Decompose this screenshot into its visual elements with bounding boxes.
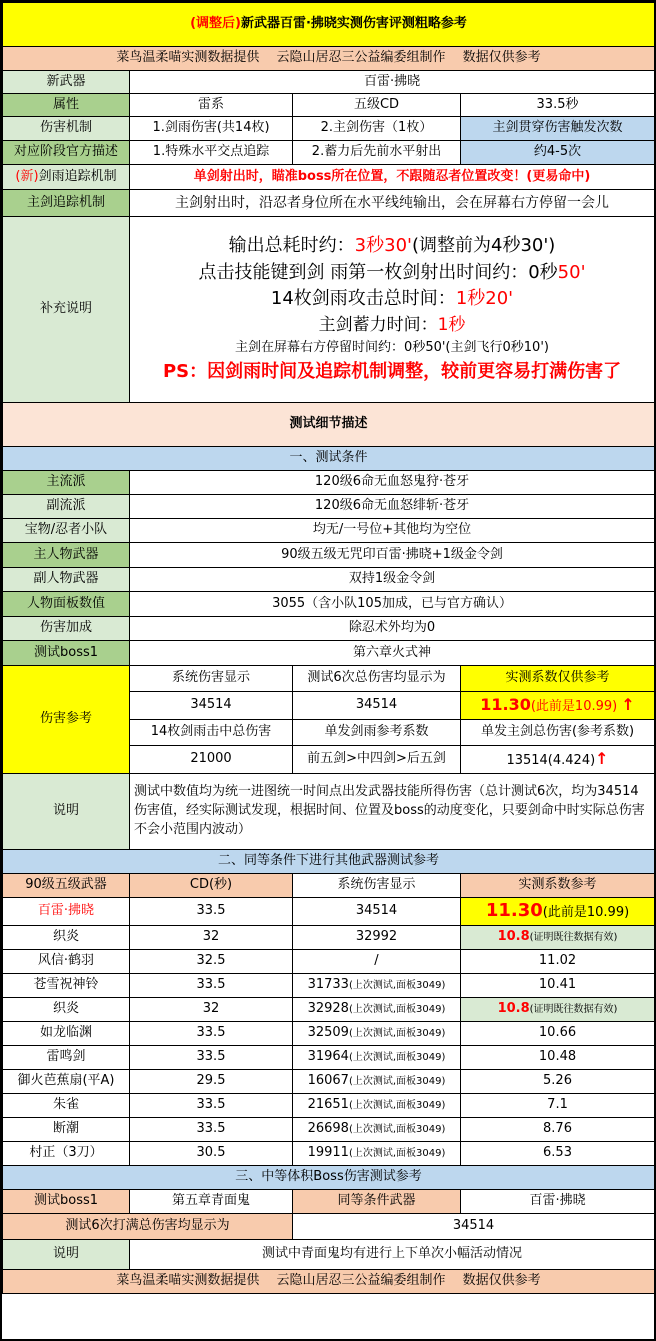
cond-label: 伤害加成 — [3, 617, 130, 641]
cond-label: 宝物/忍者小队 — [3, 519, 130, 543]
cmp-damage — [293, 1070, 461, 1094]
page-title — [3, 3, 655, 47]
cmp-coef — [461, 926, 655, 950]
label-damage-ref: 伤害参考 — [3, 666, 130, 774]
cmp-coef-value: 10.8 — [497, 929, 530, 945]
cond-value: 第六章火式神 — [130, 641, 655, 666]
cond-label: 副流派 — [3, 495, 130, 519]
label-attribute: 属性 — [3, 94, 130, 117]
cmp-coef-note: (证明既往数据有效) — [529, 1004, 618, 1016]
dmg-v3 — [461, 692, 655, 720]
cmp-damage-note: (上次测试,面板3049) — [348, 1148, 446, 1160]
supp-l3-a: 14枚剑雨攻击总时间： — [270, 288, 456, 310]
col-cd: CD(秒) — [130, 874, 293, 898]
attr-cd: 33.5秒 — [461, 94, 655, 117]
cmp-damage: / — [293, 950, 461, 974]
cmp-coef: 5.26 — [461, 1070, 655, 1094]
attr-element: 雷系 — [130, 94, 293, 117]
cmp-coef: 6.53 — [461, 1142, 655, 1166]
cmp-damage-value: 21651 — [307, 1097, 349, 1113]
cmp-cd: 33.5 — [130, 1094, 293, 1118]
table-row — [3, 1142, 655, 1166]
label-rain-track-text: 剑雨追踪机制 — [38, 168, 117, 184]
supp-l1-b: 3秒30' — [354, 234, 412, 256]
attr-cd-level: 五级CD — [293, 94, 461, 117]
table-row — [3, 1022, 655, 1046]
label-mechanism: 伤害机制 — [3, 117, 130, 141]
label-boss: 测试boss1 — [3, 1190, 130, 1214]
boss-note: 测试中青面鬼均有进行上下单次小幅活动情况 — [130, 1240, 655, 1270]
cond-value: 120级6命无血怒鬼狩·苍牙 — [130, 471, 655, 495]
cmp-name: 风信·鹤羽 — [3, 950, 130, 974]
label-boss-note: 说明 — [3, 1240, 130, 1270]
cmp-name: 织炎 — [3, 926, 130, 950]
cmp-name: 村正（3刀） — [3, 1142, 130, 1166]
cmp-damage — [293, 1094, 461, 1118]
label-explanation: 说明 — [3, 774, 130, 850]
cmp-name: 如龙临渊 — [3, 1022, 130, 1046]
supp-l4-b: 1秒 — [437, 314, 466, 335]
cmp-cd: 32.5 — [130, 950, 293, 974]
dmg-h5: 单发剑雨参考系数 — [293, 720, 461, 746]
cond-value: 3055（含小队105加成，已与官方确认） — [130, 592, 655, 617]
cmp-coef: 7.1 — [461, 1094, 655, 1118]
mech-3: 主剑贯穿伤害触发次数 — [461, 117, 655, 141]
supp-l2-b: 0秒 — [528, 261, 558, 283]
cmp-damage-value: 26698 — [307, 1121, 349, 1137]
cmp-cd: 33.5 — [130, 1022, 293, 1046]
table-row — [3, 974, 655, 998]
footer-credit: 菜鸟温柔喵实测数据提供 云隐山居忍三公益编委组制作 数据仅供参考 — [3, 1270, 655, 1294]
table-row — [3, 898, 655, 926]
boss-heading: 三、中等体积Boss伤害测试参考 — [3, 1166, 655, 1190]
dmg-v6 — [461, 746, 655, 774]
label-new-weapon: 新武器 — [3, 71, 130, 94]
dmg-h6: 单发主剑总伤害(参考系数) — [461, 720, 655, 746]
cmp-damage-note: (上次测试,面板3049) — [348, 1052, 446, 1064]
official-3: 约4-5次 — [461, 141, 655, 165]
up-arrow-icon: ↑ — [595, 749, 609, 769]
up-arrow-icon: ↑ — [621, 695, 635, 715]
supp-line-6: PS：因剑雨时间及追踪机制调整，较前更容易打满伤害了 — [162, 361, 622, 383]
cmp-damage — [293, 1022, 461, 1046]
col-coef: 实测系数参考 — [461, 874, 655, 898]
cmp-damage-value: 31733 — [307, 977, 349, 993]
label-rain-track — [3, 165, 130, 190]
cond-label: 主流派 — [3, 471, 130, 495]
boss-name: 第五章青面鬼 — [130, 1190, 293, 1214]
cmp-damage-note: (上次测试,面板3049) — [348, 1004, 446, 1016]
cond-label: 副人物武器 — [3, 568, 130, 592]
cmp-cd: 33.5 — [130, 1046, 293, 1070]
col-weapon: 90级五级武器 — [3, 874, 130, 898]
cmp-cd: 32 — [130, 926, 293, 950]
cond-value: 90级五级无咒印百雷·拂晓+1级金令剑 — [130, 543, 655, 568]
mech-2: 2.主剑伤害（1枚） — [293, 117, 461, 141]
title-main: 新武器百雷·拂晓实测伤害评测粗略参考 — [240, 16, 467, 32]
label-same-weapon: 同等条件武器 — [293, 1190, 461, 1214]
cond-value: 除忍术外均为0 — [130, 617, 655, 641]
cmp-name: 断潮 — [3, 1118, 130, 1142]
sheet-table — [2, 2, 655, 1294]
label-boss-total: 测试6次打满总伤害均显示为 — [3, 1214, 293, 1240]
supp-line-5: 主剑在屏幕右方停留时间约：0秒50'(主剑飞行0秒10') — [235, 340, 549, 356]
supp-l2-c: 50' — [557, 261, 586, 283]
dmg-h4: 14枚剑雨击中总伤害 — [130, 720, 293, 746]
table-row — [3, 1094, 655, 1118]
main-track: 主剑射出时，沿忍者身位所在水平线纯输出，会在屏幕右方停留一会儿 — [130, 190, 655, 217]
cmp-cd: 32 — [130, 998, 293, 1022]
compare-heading: 二、同等条件下进行其他武器测试参考 — [3, 850, 655, 874]
official-2: 2.蓄力后先前水平射出 — [293, 141, 461, 165]
dmg-v1: 34514 — [130, 692, 293, 720]
cmp-damage-note: (上次测试,面板3049) — [348, 1100, 446, 1112]
cmp-cd: 33.5 — [130, 1118, 293, 1142]
table-row — [3, 1046, 655, 1070]
cmp-name: 苍雪祝神铃 — [3, 974, 130, 998]
cmp-cd: 29.5 — [130, 1070, 293, 1094]
title-prefix: (调整后) — [190, 16, 241, 32]
cmp-name: 朱雀 — [3, 1094, 130, 1118]
cmp-damage: 34514 — [293, 898, 461, 926]
cmp-name: 织炎 — [3, 998, 130, 1022]
cmp-damage-note: (上次测试,面板3049) — [348, 980, 446, 992]
cmp-coef: 10.66 — [461, 1022, 655, 1046]
conditions-heading: 一、测试条件 — [3, 447, 655, 471]
dmg-v5: 前五剑>中四剑>后五剑 — [293, 746, 461, 774]
cond-value: 双持1级金令剑 — [130, 568, 655, 592]
supp-l3-b: 1秒20' — [455, 288, 514, 310]
official-1: 1.特殊水平交点追踪 — [130, 141, 293, 165]
cond-value: 均无/一号位+其他均为空位 — [130, 519, 655, 543]
cmp-damage — [293, 974, 461, 998]
explanation-text: 测试中数值均为统一进图统一时间点出发武器技能所得伤害（总计测试6次，均为34514伤害值，经实际测试发现，根据时间、位置及boss的动度变化，只要剑命中时实际总伤害不会小范围内波动） — [130, 774, 655, 850]
table-row — [3, 998, 655, 1022]
table-row — [3, 1070, 655, 1094]
dmg-v4: 21000 — [130, 746, 293, 774]
supp-l4-a: 主剑蓄力时间： — [318, 314, 438, 335]
weapon-name: 百雷·拂晓 — [130, 71, 655, 94]
cmp-damage-note: (上次测试,面板3049) — [348, 1124, 446, 1136]
cmp-damage-value: 19911 — [307, 1145, 349, 1161]
table-row — [3, 950, 655, 974]
rain-track: 单剑射出时，瞄准boss所在位置，不跟随忍者位置改变！(更易命中) — [130, 165, 655, 190]
supp-l1-c: (调整前为4秒30') — [411, 234, 556, 256]
cmp-coef-note: (此前是10.99) — [542, 905, 630, 921]
cond-label: 主人物武器 — [3, 543, 130, 568]
cmp-cd: 33.5 — [130, 974, 293, 998]
supp-line-1 — [132, 236, 652, 257]
cond-label: 人物面板数值 — [3, 592, 130, 617]
dmg-v2: 34514 — [293, 692, 461, 720]
cmp-damage-value: 32509 — [307, 1025, 349, 1041]
boss-weapon: 百雷·拂晓 — [461, 1190, 655, 1214]
cond-value: 120级6命无血怒绯斩·苍牙 — [130, 495, 655, 519]
cmp-coef-note: (证明既往数据有效) — [529, 932, 618, 944]
label-main-track: 主剑追踪机制 — [3, 190, 130, 217]
table-row — [3, 926, 655, 950]
dmg-h2: 测试6次总伤害均显示为 — [293, 666, 461, 692]
cmp-coef — [461, 998, 655, 1022]
table-row — [3, 1118, 655, 1142]
col-damage: 系统伤害显示 — [293, 874, 461, 898]
details-title: 测试细节描述 — [3, 403, 655, 447]
cmp-name: 百雷·拂晓 — [3, 898, 130, 926]
cmp-coef: 11.02 — [461, 950, 655, 974]
cmp-damage — [293, 1142, 461, 1166]
cmp-coef-value: 10.8 — [497, 1001, 530, 1017]
supp-line-3 — [132, 289, 652, 310]
cmp-damage-note: (上次测试,面板3049) — [348, 1076, 446, 1088]
cmp-damage-note: (上次测试,面板3049) — [348, 1028, 446, 1040]
cmp-cd: 30.5 — [130, 1142, 293, 1166]
cmp-name: 御火芭蕉扇(平A) — [3, 1070, 130, 1094]
cond-label: 测试boss1 — [3, 641, 130, 666]
new-tag: (新) — [15, 168, 39, 184]
boss-total: 34514 — [293, 1214, 655, 1240]
cmp-coef-value: 11.30 — [485, 900, 543, 922]
cmp-coef: 10.41 — [461, 974, 655, 998]
dmg-v6-main: 13514(4.424) — [506, 753, 596, 769]
cmp-name: 雷鸣剑 — [3, 1046, 130, 1070]
cmp-damage-value: 31964 — [307, 1049, 349, 1065]
supp-l1-a: 输出总耗时约： — [228, 234, 355, 256]
cmp-coef — [461, 898, 655, 926]
supp-line-2 — [132, 263, 652, 284]
cmp-damage — [293, 1118, 461, 1142]
cmp-coef: 10.48 — [461, 1046, 655, 1070]
cmp-damage — [293, 1046, 461, 1070]
dmg-h3: 实测系数仅供参考 — [461, 666, 655, 692]
dmg-v3-main: 11.30 — [480, 695, 531, 715]
supp-l2-a: 点击技能键到剑 雨第一枚剑射出时间约： — [198, 261, 529, 283]
cmp-damage-value: 16067 — [307, 1073, 349, 1089]
supplement-box — [130, 217, 655, 403]
cmp-damage-value: 32928 — [307, 1001, 349, 1017]
supp-line-4 — [132, 316, 652, 336]
cmp-coef: 8.76 — [461, 1118, 655, 1142]
cmp-damage — [293, 998, 461, 1022]
dmg-h1: 系统伤害显示 — [130, 666, 293, 692]
label-supplement: 补充说明 — [3, 217, 130, 403]
cmp-damage: 32992 — [293, 926, 461, 950]
header-credit: 菜鸟温柔喵实测数据提供 云隐山居忍三公益编委组制作 数据仅供参考 — [3, 47, 655, 71]
label-official: 对应阶段官方描述 — [3, 141, 130, 165]
mech-1: 1.剑雨伤害(共14枚) — [130, 117, 293, 141]
dmg-v3-note: (此前是10.99) — [530, 699, 618, 715]
cmp-cd: 33.5 — [130, 898, 293, 926]
